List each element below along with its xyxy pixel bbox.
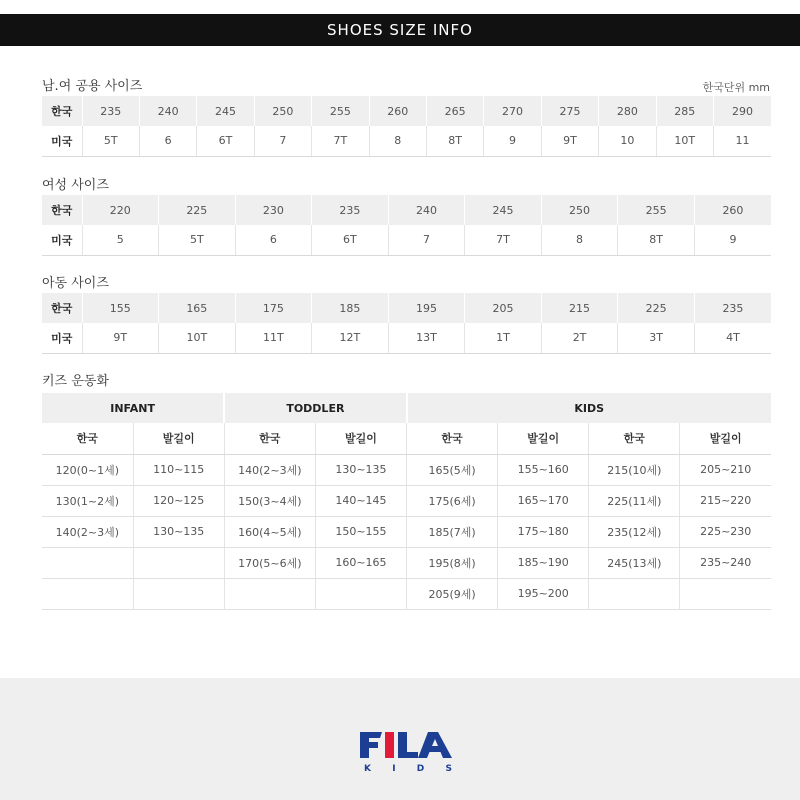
logo-letter: K bbox=[364, 764, 371, 774]
size-cell: 195~200 bbox=[498, 578, 589, 609]
size-cell: 5T bbox=[82, 126, 139, 156]
row-header-kr: 한국 bbox=[42, 96, 82, 126]
size-cell: 175 bbox=[235, 293, 312, 323]
size-cell: 235 bbox=[312, 195, 389, 225]
table-row bbox=[42, 516, 771, 547]
women-size-table bbox=[42, 195, 771, 256]
unisex-section-title: 남.여 공용 사이즈 bbox=[42, 79, 143, 94]
size-cell: 10T bbox=[159, 323, 236, 353]
size-cell: 155~160 bbox=[498, 454, 589, 485]
size-cell: 150~155 bbox=[315, 516, 406, 547]
subheader-foot-length: 발길이 bbox=[133, 423, 224, 454]
size-cell: 240 bbox=[139, 96, 196, 126]
row-header-us: 미국 bbox=[42, 323, 82, 353]
logo-kids-text bbox=[364, 764, 452, 774]
size-cell bbox=[42, 578, 133, 609]
size-cell: 160(4~5세) bbox=[224, 516, 315, 547]
size-cell: 285 bbox=[656, 96, 713, 126]
size-cell: 10 bbox=[599, 126, 656, 156]
size-cell: 250 bbox=[541, 195, 618, 225]
size-cell: 290 bbox=[713, 96, 771, 126]
subheader-korea: 한국 bbox=[407, 423, 498, 454]
logo-letter: I bbox=[392, 764, 396, 774]
subheader-korea: 한국 bbox=[224, 423, 315, 454]
size-cell: 235~240 bbox=[680, 547, 771, 578]
fila-kids-logo bbox=[358, 728, 454, 774]
size-cell: 165 bbox=[159, 293, 236, 323]
subheader-foot-length: 발길이 bbox=[315, 423, 406, 454]
size-cell: 185~190 bbox=[498, 547, 589, 578]
size-cell: 245(13세) bbox=[589, 547, 680, 578]
size-cell: 205~210 bbox=[680, 454, 771, 485]
size-cell: 13T bbox=[388, 323, 465, 353]
page-header bbox=[0, 14, 800, 46]
table-row-kr bbox=[42, 96, 771, 126]
size-cell: 6 bbox=[235, 225, 312, 255]
row-header-kr: 한국 bbox=[42, 293, 82, 323]
subheader-korea: 한국 bbox=[42, 423, 133, 454]
subheader-foot-length: 발길이 bbox=[498, 423, 589, 454]
row-header-kr: 한국 bbox=[42, 195, 82, 225]
size-cell: 9 bbox=[484, 126, 541, 156]
size-cell: 205 bbox=[465, 293, 542, 323]
logo-letter: S bbox=[445, 764, 452, 774]
row-header-us: 미국 bbox=[42, 225, 82, 255]
size-cell: 235 bbox=[82, 96, 139, 126]
size-cell: 225 bbox=[618, 293, 695, 323]
size-cell: 215~220 bbox=[680, 485, 771, 516]
size-cell: 1T bbox=[465, 323, 542, 353]
size-cell: 280 bbox=[599, 96, 656, 126]
size-cell: 225(11세) bbox=[589, 485, 680, 516]
logo-letter: D bbox=[416, 764, 425, 774]
size-cell: 10T bbox=[656, 126, 713, 156]
table-row-kr bbox=[42, 293, 771, 323]
size-cell: 220 bbox=[82, 195, 159, 225]
size-cell: 160~165 bbox=[315, 547, 406, 578]
size-cell: 165~170 bbox=[498, 485, 589, 516]
size-cell: 250 bbox=[254, 96, 311, 126]
table-row bbox=[42, 547, 771, 578]
size-cell: 8T bbox=[426, 126, 483, 156]
size-cell: 260 bbox=[694, 195, 771, 225]
size-cell: 215 bbox=[541, 293, 618, 323]
size-cell: 120(0~1세) bbox=[42, 454, 133, 485]
size-cell: 235 bbox=[694, 293, 771, 323]
row-header-us: 미국 bbox=[42, 126, 82, 156]
size-cell: 7 bbox=[254, 126, 311, 156]
size-cell: 5 bbox=[82, 225, 159, 255]
women-section-title: 여성 사이즈 bbox=[42, 178, 109, 193]
size-cell: 185(7세) bbox=[407, 516, 498, 547]
child-size-table bbox=[42, 293, 771, 354]
table-row bbox=[42, 485, 771, 516]
page-title: SHOES SIZE INFO bbox=[327, 21, 473, 39]
size-cell: 110~115 bbox=[133, 454, 224, 485]
size-cell: 255 bbox=[312, 96, 369, 126]
size-cell: 235(12세) bbox=[589, 516, 680, 547]
size-cell: 11T bbox=[235, 323, 312, 353]
size-cell: 225 bbox=[159, 195, 236, 225]
size-cell bbox=[680, 578, 771, 609]
child-section-title: 아동 사이즈 bbox=[42, 276, 109, 291]
size-cell: 175(6세) bbox=[407, 485, 498, 516]
subheader-foot-length: 발길이 bbox=[680, 423, 771, 454]
size-cell: 9T bbox=[82, 323, 159, 353]
size-cell: 9 bbox=[694, 225, 771, 255]
size-cell: 195 bbox=[388, 293, 465, 323]
size-cell: 6T bbox=[312, 225, 389, 255]
size-cell: 140~145 bbox=[315, 485, 406, 516]
size-cell: 225~230 bbox=[680, 516, 771, 547]
subheader-row bbox=[42, 423, 771, 454]
size-cell: 8 bbox=[369, 126, 426, 156]
size-cell: 120~125 bbox=[133, 485, 224, 516]
size-cell: 7T bbox=[465, 225, 542, 255]
size-cell: 155 bbox=[82, 293, 159, 323]
size-cell: 7T bbox=[312, 126, 369, 156]
size-cell: 245 bbox=[197, 96, 254, 126]
size-cell: 255 bbox=[618, 195, 695, 225]
size-cell: 140(2~3세) bbox=[224, 454, 315, 485]
size-cell: 130~135 bbox=[315, 454, 406, 485]
size-cell: 275 bbox=[541, 96, 598, 126]
size-cell: 2T bbox=[541, 323, 618, 353]
size-cell: 245 bbox=[465, 195, 542, 225]
size-cell: 5T bbox=[159, 225, 236, 255]
size-cell bbox=[315, 578, 406, 609]
size-cell: 230 bbox=[235, 195, 312, 225]
size-cell: 205(9세) bbox=[407, 578, 498, 609]
size-cell: 6 bbox=[139, 126, 196, 156]
group-kids: KIDS bbox=[407, 393, 772, 423]
size-cell: 12T bbox=[312, 323, 389, 353]
table-row bbox=[42, 454, 771, 485]
size-cell: 240 bbox=[388, 195, 465, 225]
size-cell bbox=[133, 547, 224, 578]
size-cell: 9T bbox=[541, 126, 598, 156]
size-cell: 3T bbox=[618, 323, 695, 353]
size-cell: 185 bbox=[312, 293, 389, 323]
table-row-us bbox=[42, 126, 771, 156]
size-cell: 260 bbox=[369, 96, 426, 126]
size-cell: 7 bbox=[388, 225, 465, 255]
size-cell: 8 bbox=[541, 225, 618, 255]
group-infant: INFANT bbox=[42, 393, 224, 423]
size-cell: 4T bbox=[694, 323, 771, 353]
size-cell: 130(1~2세) bbox=[42, 485, 133, 516]
table-row-kr bbox=[42, 195, 771, 225]
table-row-us bbox=[42, 225, 771, 255]
size-cell: 265 bbox=[426, 96, 483, 126]
unit-label: 한국단위 mm bbox=[702, 81, 770, 94]
size-cell bbox=[133, 578, 224, 609]
size-cell: 170(5~6세) bbox=[224, 547, 315, 578]
size-cell: 11 bbox=[713, 126, 771, 156]
table-row bbox=[42, 578, 771, 609]
unisex-size-table bbox=[42, 96, 771, 157]
kids-sports-section-title: 키즈 운동화 bbox=[42, 374, 109, 389]
size-cell bbox=[589, 578, 680, 609]
size-cell bbox=[42, 547, 133, 578]
group-toddler: TODDLER bbox=[224, 393, 406, 423]
size-cell: 175~180 bbox=[498, 516, 589, 547]
size-cell bbox=[224, 578, 315, 609]
group-header-row bbox=[42, 393, 771, 423]
table-row-us bbox=[42, 323, 771, 353]
size-cell: 165(5세) bbox=[407, 454, 498, 485]
fila-logo-icon bbox=[358, 728, 454, 760]
size-cell: 215(10세) bbox=[589, 454, 680, 485]
size-cell: 6T bbox=[197, 126, 254, 156]
size-cell: 140(2~3세) bbox=[42, 516, 133, 547]
size-cell: 195(8세) bbox=[407, 547, 498, 578]
kids-sports-size-table bbox=[42, 393, 771, 610]
size-cell: 270 bbox=[484, 96, 541, 126]
size-cell: 150(3~4세) bbox=[224, 485, 315, 516]
size-cell: 130~135 bbox=[133, 516, 224, 547]
size-cell: 8T bbox=[618, 225, 695, 255]
subheader-korea: 한국 bbox=[589, 423, 680, 454]
